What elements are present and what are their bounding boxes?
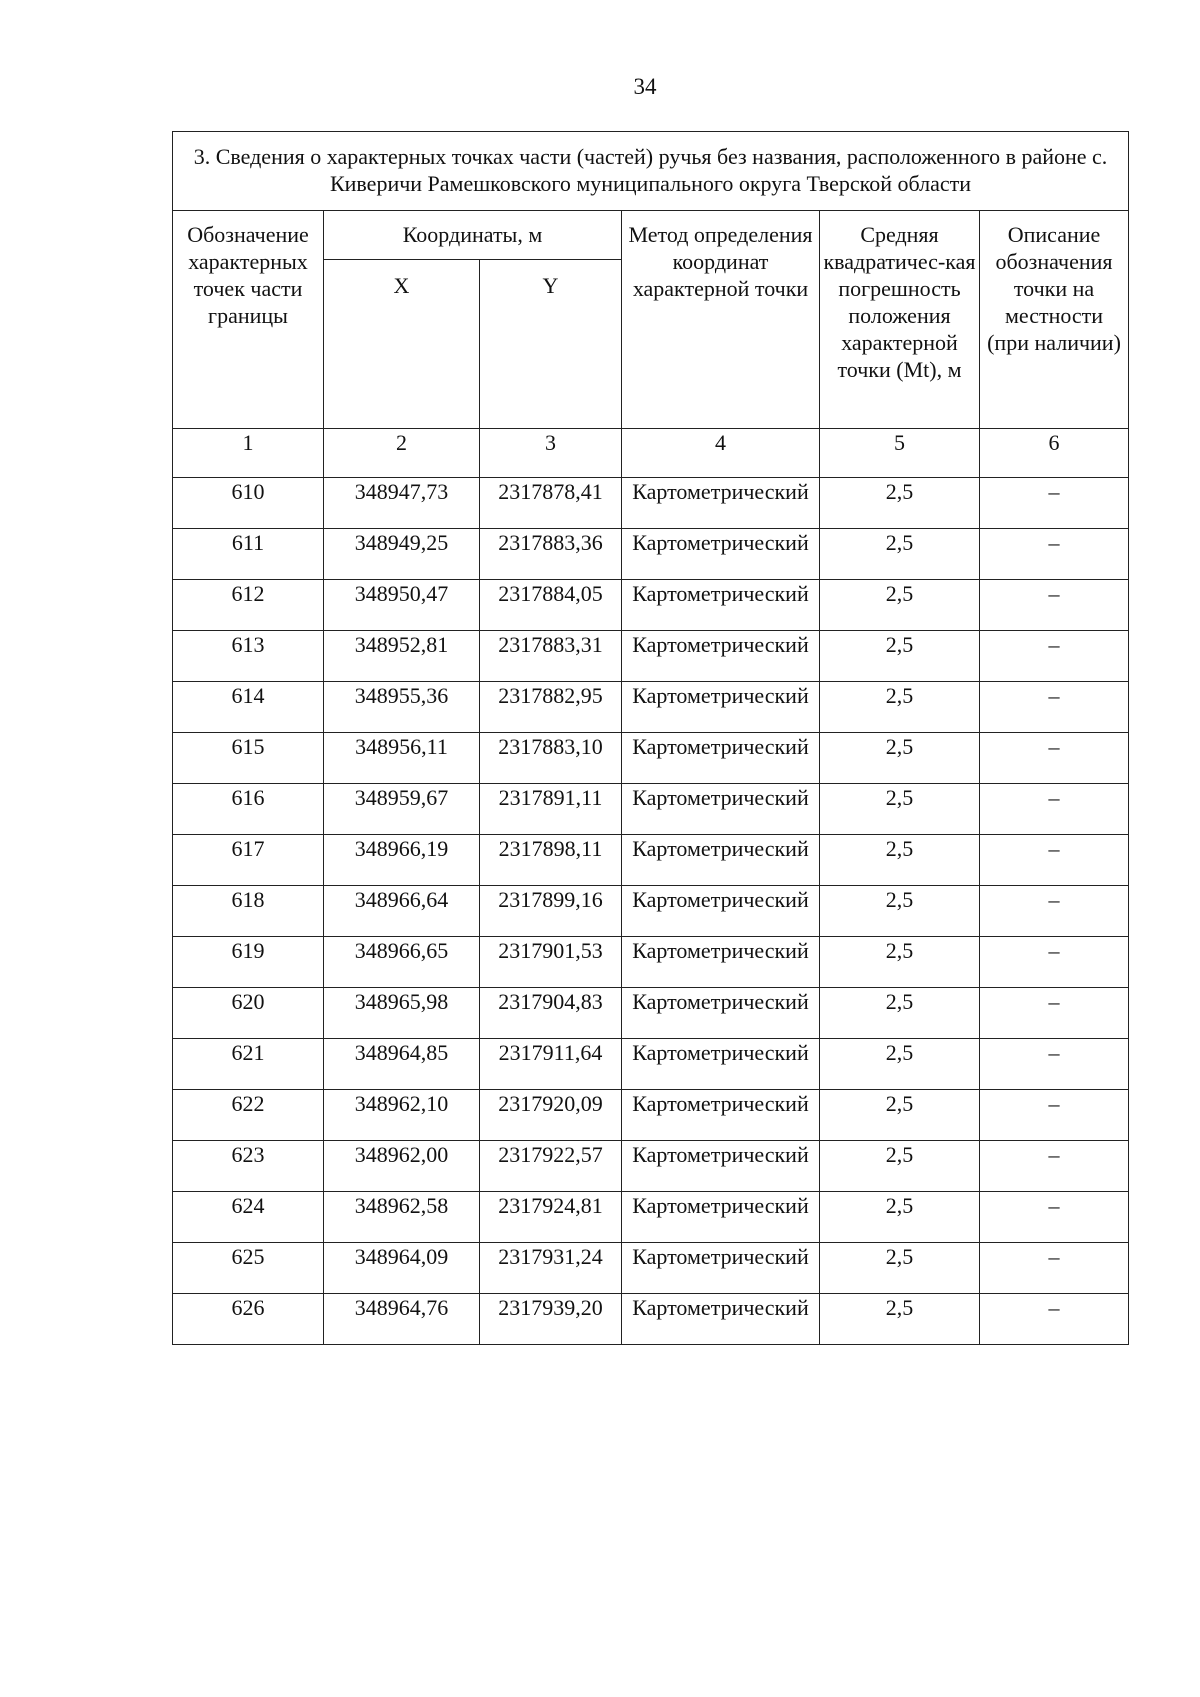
x-cell: 348950,47	[324, 580, 480, 631]
x-cell: 348965,98	[324, 988, 480, 1039]
y-cell: 2317883,10	[480, 733, 622, 784]
error-cell: 2,5	[820, 1039, 980, 1090]
header-method: Метод определения координат характерной точки	[622, 211, 820, 429]
column-number: 5	[820, 429, 980, 478]
column-number: 3	[480, 429, 622, 478]
error-cell: 2,5	[820, 631, 980, 682]
error-cell: 2,5	[820, 988, 980, 1039]
y-cell: 2317884,05	[480, 580, 622, 631]
column-number: 6	[980, 429, 1129, 478]
table-body	[173, 478, 1129, 1345]
method-cell: Картометрический	[622, 1192, 820, 1243]
y-cell: 2317931,24	[480, 1243, 622, 1294]
method-cell: Картометрический	[622, 682, 820, 733]
error-cell: 2,5	[820, 529, 980, 580]
table-row	[173, 988, 1129, 1039]
header-coords: Координаты, м	[324, 211, 622, 260]
y-cell: 2317898,11	[480, 835, 622, 886]
point-cell: 622	[173, 1090, 324, 1141]
description-cell: –	[980, 784, 1129, 835]
description-cell: –	[980, 580, 1129, 631]
method-cell: Картометрический	[622, 478, 820, 529]
point-cell: 619	[173, 937, 324, 988]
table-row	[173, 682, 1129, 733]
y-cell: 2317920,09	[480, 1090, 622, 1141]
table-row	[173, 1039, 1129, 1090]
point-cell: 614	[173, 682, 324, 733]
table-row	[173, 580, 1129, 631]
error-cell: 2,5	[820, 1243, 980, 1294]
error-cell: 2,5	[820, 478, 980, 529]
x-cell: 348964,09	[324, 1243, 480, 1294]
description-cell: –	[980, 529, 1129, 580]
x-cell: 348959,67	[324, 784, 480, 835]
method-cell: Картометрический	[622, 631, 820, 682]
description-cell: –	[980, 1141, 1129, 1192]
table-row	[173, 733, 1129, 784]
table-row	[173, 478, 1129, 529]
table-row	[173, 1090, 1129, 1141]
y-cell: 2317891,11	[480, 784, 622, 835]
error-cell: 2,5	[820, 937, 980, 988]
method-cell: Картометрический	[622, 1294, 820, 1345]
column-number: 2	[324, 429, 480, 478]
description-cell: –	[980, 1243, 1129, 1294]
y-cell: 2317901,53	[480, 937, 622, 988]
x-cell: 348966,19	[324, 835, 480, 886]
method-cell: Картометрический	[622, 1039, 820, 1090]
y-cell: 2317882,95	[480, 682, 622, 733]
point-cell: 625	[173, 1243, 324, 1294]
point-cell: 626	[173, 1294, 324, 1345]
description-cell: –	[980, 886, 1129, 937]
table-row	[173, 835, 1129, 886]
y-cell: 2317883,31	[480, 631, 622, 682]
point-cell: 618	[173, 886, 324, 937]
header-point: Обозначение характерных точек части границы	[173, 211, 324, 429]
error-cell: 2,5	[820, 1294, 980, 1345]
x-cell: 348949,25	[324, 529, 480, 580]
description-cell: –	[980, 733, 1129, 784]
error-cell: 2,5	[820, 835, 980, 886]
point-cell: 613	[173, 631, 324, 682]
x-cell: 348962,58	[324, 1192, 480, 1243]
table-row	[173, 529, 1129, 580]
column-number: 4	[622, 429, 820, 478]
error-cell: 2,5	[820, 580, 980, 631]
error-cell: 2,5	[820, 784, 980, 835]
error-cell: 2,5	[820, 1090, 980, 1141]
x-cell: 348966,64	[324, 886, 480, 937]
point-cell: 611	[173, 529, 324, 580]
x-cell: 348955,36	[324, 682, 480, 733]
method-cell: Картометрический	[622, 886, 820, 937]
method-cell: Картометрический	[622, 733, 820, 784]
table-row	[173, 631, 1129, 682]
table-row	[173, 886, 1129, 937]
description-cell: –	[980, 682, 1129, 733]
x-cell: 348952,81	[324, 631, 480, 682]
x-cell: 348964,85	[324, 1039, 480, 1090]
point-cell: 612	[173, 580, 324, 631]
table-row	[173, 1192, 1129, 1243]
method-cell: Картометрический	[622, 937, 820, 988]
description-cell: –	[980, 1090, 1129, 1141]
y-cell: 2317911,64	[480, 1039, 622, 1090]
column-number-row	[173, 429, 1129, 478]
method-cell: Картометрический	[622, 1243, 820, 1294]
error-cell: 2,5	[820, 886, 980, 937]
point-cell: 610	[173, 478, 324, 529]
method-cell: Картометрический	[622, 784, 820, 835]
method-cell: Картометрический	[622, 835, 820, 886]
header-x: X	[324, 260, 480, 429]
x-cell: 348962,00	[324, 1141, 480, 1192]
page-number: 34	[633, 74, 657, 99]
y-cell: 2317878,41	[480, 478, 622, 529]
column-number: 1	[173, 429, 324, 478]
x-cell: 348947,73	[324, 478, 480, 529]
y-cell: 2317924,81	[480, 1192, 622, 1243]
method-cell: Картометрический	[622, 529, 820, 580]
method-cell: Картометрический	[622, 1141, 820, 1192]
y-cell: 2317899,16	[480, 886, 622, 937]
method-cell: Картометрический	[622, 1090, 820, 1141]
method-cell: Картометрический	[622, 580, 820, 631]
header-y: Y	[480, 260, 622, 429]
point-cell: 624	[173, 1192, 324, 1243]
header-desc: Описание обозначения точки на местности (при наличии)	[980, 211, 1129, 429]
description-cell: –	[980, 937, 1129, 988]
table-caption: 3. Сведения о характерных точках части (частей) ручья без названия, расположенного в районе с. Киверичи Рамешковского муниципального округа Тверской области	[173, 132, 1129, 211]
point-cell: 616	[173, 784, 324, 835]
error-cell: 2,5	[820, 1141, 980, 1192]
table-row	[173, 1294, 1129, 1345]
description-cell: –	[980, 1039, 1129, 1090]
y-cell: 2317922,57	[480, 1141, 622, 1192]
point-cell: 615	[173, 733, 324, 784]
header-error: Средняя квадратичес-кая погрешность положения характерной точки (Mt), м	[820, 211, 980, 429]
error-cell: 2,5	[820, 1192, 980, 1243]
table-row	[173, 937, 1129, 988]
description-cell: –	[980, 1294, 1129, 1345]
description-cell: –	[980, 478, 1129, 529]
table-row	[173, 784, 1129, 835]
error-cell: 2,5	[820, 733, 980, 784]
y-cell: 2317904,83	[480, 988, 622, 1039]
y-cell: 2317883,36	[480, 529, 622, 580]
description-cell: –	[980, 988, 1129, 1039]
point-cell: 621	[173, 1039, 324, 1090]
error-cell: 2,5	[820, 682, 980, 733]
description-cell: –	[980, 1192, 1129, 1243]
description-cell: –	[980, 835, 1129, 886]
method-cell: Картометрический	[622, 988, 820, 1039]
point-cell: 620	[173, 988, 324, 1039]
x-cell: 348962,10	[324, 1090, 480, 1141]
y-cell: 2317939,20	[480, 1294, 622, 1345]
description-cell: –	[980, 631, 1129, 682]
x-cell: 348966,65	[324, 937, 480, 988]
table-row	[173, 1141, 1129, 1192]
coordinates-table	[172, 131, 1129, 1345]
x-cell: 348964,76	[324, 1294, 480, 1345]
x-cell: 348956,11	[324, 733, 480, 784]
table-row	[173, 1243, 1129, 1294]
point-cell: 617	[173, 835, 324, 886]
point-cell: 623	[173, 1141, 324, 1192]
